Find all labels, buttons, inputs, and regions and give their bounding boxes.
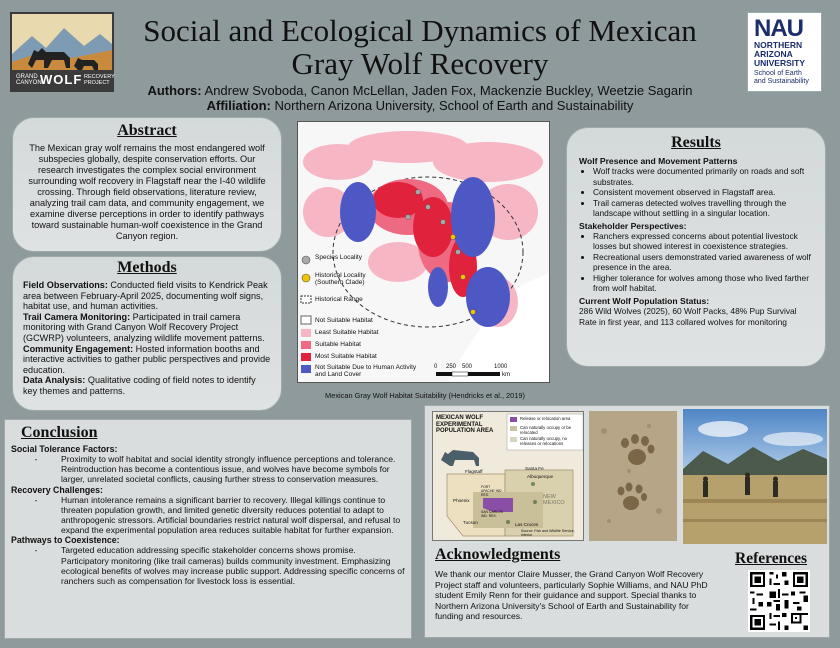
dash-marker: -	[34, 454, 38, 464]
conclusion-panel	[4, 419, 412, 639]
list-item: • Consistent movement observed in Flagstaff area.	[593, 187, 813, 198]
popmap-title: MEXICAN WOLF EXPERIMENTAL POPULATION AREA	[436, 415, 494, 434]
legend-not-suitable-human: Not Suitable Due to Human Activity and Land Cover	[315, 364, 417, 378]
city-albuquerque: Albuquerque	[527, 474, 554, 479]
fort-apache-reservation: FORT APACHE IND. RES.	[481, 485, 503, 497]
methods-item: Data Analysis: Qualitative coding of field notes to identify key themes and patterns.	[23, 375, 256, 396]
scale-tick-1000: 1000	[494, 364, 508, 370]
grand-canyon-wolf-recovery-logo	[10, 12, 114, 92]
results-subheading: Stakeholder Perspectives:	[579, 220, 687, 231]
popmap-legend-3: Can naturally occupy, no releases or relocations	[520, 436, 567, 446]
list-item: • Wolf tracks were documented primarily on roads and soft substrates.	[593, 166, 813, 187]
state-new-mexico: NEW MEXICO	[543, 494, 565, 506]
conclusion-subheading: Recovery Challenges:	[11, 484, 103, 495]
nau-logo-mark: NAU	[754, 15, 803, 42]
dash-marker: -	[34, 545, 38, 556]
city-santa-fe: Santa Fe	[525, 466, 544, 471]
popmap-legend-2: Can naturally occupy or be relocated	[520, 425, 572, 435]
popmap-source: Source: Fish and Wildlife Service, Interior	[521, 529, 575, 537]
field-photo-graphic	[683, 409, 827, 544]
legend-species-locality: Species Locality	[315, 254, 362, 261]
scale-unit: km	[502, 372, 510, 378]
city-tucson: Tucson	[463, 520, 478, 525]
authors-line: Authors: Andrew Svoboda, Canon McLellan, Jaden Fox, Mackenzie Buckley, Weetzie Sagarin	[147, 83, 693, 98]
conclusion-heading: Conclusion	[21, 424, 98, 441]
abstract-text: The Mexican gray wolf remains the most endangered wolf subspecies globally, despite conservation efforts. Our research investigates the complex social environment surrounding wolf recovery in Flagstaff near the I-40 wildlife crossing. Through field observations, literature review, analyzing trail cam data, and community engagement, we examine diverse perceptions in order to identify pathways toward sustainable human-wolf coexistence in the Grand Canyon region.	[28, 143, 266, 241]
list-item: • Recreational users demonstrated varied awareness of wolf presence in the area.	[593, 252, 813, 273]
city-phoenix: Phoenix	[453, 498, 470, 503]
city-flagstaff: Flagstaff	[465, 469, 483, 474]
wolf-track-graphic	[589, 411, 677, 541]
methods-heading: Methods	[117, 259, 177, 276]
results-subheading: Current Wolf Population Status:	[579, 295, 710, 306]
conclusion-subheading: Social Tolerance Factors:	[11, 444, 118, 454]
list-item: • Trail cameras detected wolves travelling through the landscape without settling in a singular location.	[593, 198, 813, 219]
list-item: • Higher tolerance for wolves among those who lived farther from wolf habitat.	[593, 273, 813, 294]
conclusion-item: - Proximity to wolf habitat and social identity strongly influence perceptions and tolerance. Reintroduction has become a contentious issue, and wolves have become symbols for larger, unrelated societal conflicts, causing further stress to conservation measures.	[11, 454, 405, 485]
dash-marker: -	[34, 494, 38, 505]
legend-most-suitable: Most Suitable Habitat	[315, 353, 377, 360]
acknowledgments-heading: Acknowledgments	[435, 546, 561, 563]
map-caption: Mexican Gray Wolf Habitat Suitability (Hendricks et al., 2019)	[325, 391, 525, 400]
logo-left-text-2: RECOVERY PROJECT	[84, 74, 115, 86]
results-list	[579, 166, 813, 219]
methods-panel	[12, 256, 282, 411]
popmap-legend-1: Release or relocation area	[520, 416, 571, 421]
legend-not-suitable: Not Suitable Habitat	[315, 317, 373, 324]
logo-left-word: WOLF	[40, 72, 83, 87]
affiliation-line: Affiliation: Northern Arizona University, School of Earth and Sustainability	[206, 98, 634, 113]
scale-tick-0: 0	[434, 364, 438, 370]
references-heading: References	[735, 550, 808, 567]
abstract-heading: Abstract	[117, 122, 177, 139]
abstract-panel	[12, 117, 282, 252]
methods-item: Field Observations: Conducted field visits to Kendrick Peak area between February-April 2025, documenting wolf signs, habitat use, and human activities.	[23, 280, 268, 312]
list-item: • Ranchers expressed concerns about potential livestock losses but showed interest in coexistence strategies.	[593, 231, 813, 252]
nau-logo-name: NORTHERN ARIZONA UNIVERSITY	[754, 40, 806, 68]
field-observation-photo	[683, 409, 827, 544]
acknowledgments-text: We thank our mentor Claire Musser, the Grand Canyon Wolf Recovery Project staff and volunteers, particularly Sophie Williams, and NAU PhD student Emily Renn for their guidance and support. Special thanks to Northern Arizona University's School of Earth and Sustainability for funding and resources.	[435, 569, 708, 621]
legend-suitable: Suitable Habitat	[315, 341, 361, 348]
results-list	[579, 231, 813, 294]
results-panel	[566, 127, 826, 367]
qr-code-graphic	[748, 570, 810, 632]
methods-item: Community Engagement: Hosted information booths and interactive activities to gather public perspectives and provide education.	[23, 343, 271, 375]
scale-tick-500: 500	[462, 364, 473, 370]
legend-historical-locality: Historical Locality (Southern Clade)	[315, 272, 366, 286]
nau-logo	[747, 12, 822, 92]
results-heading: Results	[671, 134, 721, 151]
experimental-population-map	[432, 411, 584, 541]
conclusion-subheading: Pathways to Coexistence:	[11, 535, 120, 546]
conclusion-item: - Human intolerance remains a significant barrier to recovery. Illegal killings continue to threaten population growth, and limited genetic diversity reduces potential to adapt to anthropogenic stressors. Artificial boundaries restrict natural wolf dispersal, and refusal to expand the experimental population area reduces suitable habitat for further expansion.	[11, 495, 405, 536]
methods-item: Trail Camera Monitoring: Participated in trail camera monitoring with Grand Canyon Wolf Recovery Project (GCWRP) volunteers, analyzing wildlife movement patterns.	[23, 311, 265, 343]
legend-historical-range: Historical Range	[315, 296, 363, 303]
conclusion-item: - Targeted education addressing specific stakeholder concerns shows promise. Participatory monitoring (like trail cameras) builds community investment. Emphasizing ecological benefits of wolves may increase public support. Addressing specific concerns of ranchers such as compensation for livestock loss is essential.	[11, 545, 405, 586]
wolf-track-photo	[589, 411, 677, 541]
city-las-cruces: Las Cruces	[515, 522, 539, 527]
poster-title: Social and Ecological Dynamics of Mexican Gray Wolf Recovery	[143, 13, 697, 81]
legend-least-suitable: Least Suitable Habitat	[315, 329, 379, 336]
scale-tick-250: 250	[446, 364, 457, 370]
san-carlos-reservation: SAN CARLOS IND. RES.	[481, 510, 503, 518]
references-qr-code[interactable]	[748, 570, 810, 632]
logo-left-text: GRAND CANYON	[16, 74, 42, 86]
results-subheading: Wolf Presence and Movement Patterns	[579, 156, 738, 166]
habitat-suitability-map	[297, 121, 550, 383]
nau-logo-school: School of Earth and Sustainability	[754, 70, 809, 85]
population-status-text: 286 Wild Wolves (2025), 60 Wolf Packs, 48% Pup Survival Rate in first year, and 113 collared wolves for monitoring	[579, 305, 797, 327]
